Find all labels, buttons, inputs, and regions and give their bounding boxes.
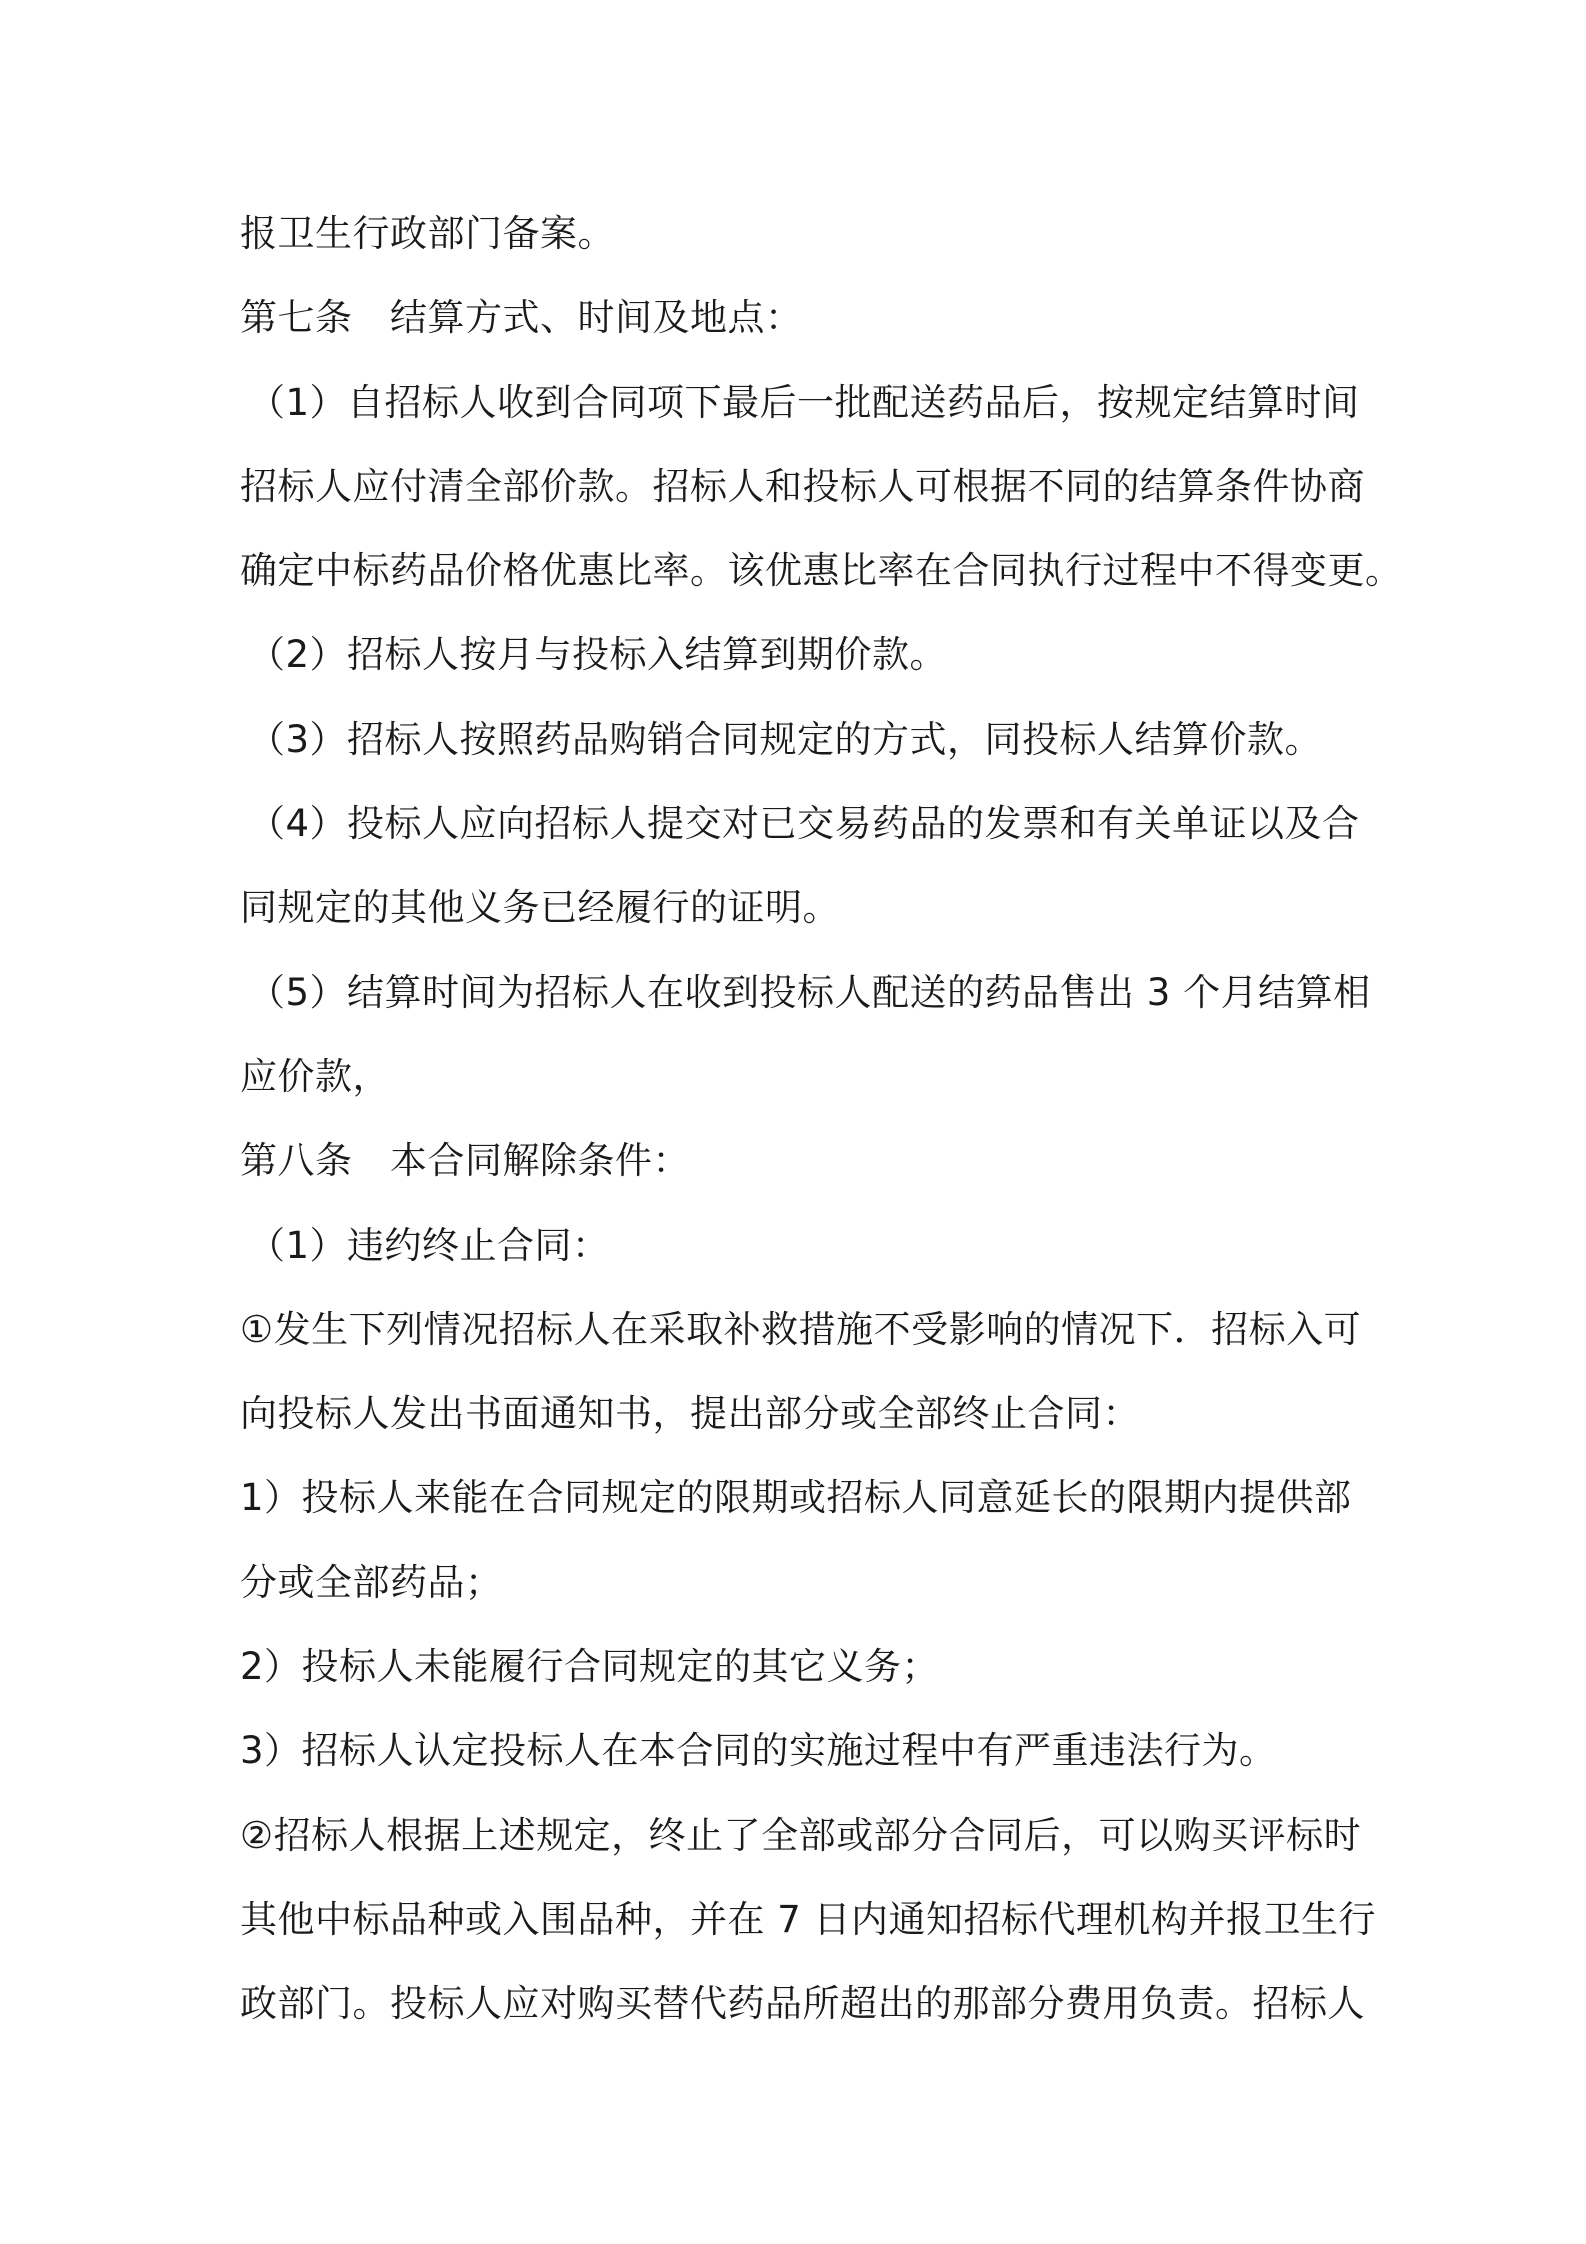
document-body [240, 192, 1403, 2047]
text-line: 招标人应付清全部价款。招标人和投标人可根据不同的结算条件协商 [240, 464, 1365, 508]
text-line: 报卫生行政部门备案。 [240, 212, 615, 255]
text-line: （4）投标人应向招标人提交对已交易药品的发票和有关单证以及合 [248, 802, 1360, 846]
text-line: 同规定的其他义务已经履行的证明。 [240, 886, 840, 930]
text-line: 向投标人发出书面通知书，提出部分或全部终止合同： [240, 1392, 1140, 1436]
text-line: 其他中标品种或入围品种，并在 7 日内通知招标代理机构并报卫生行 [240, 1897, 1377, 1941]
text-line: （2）招标人按月与投标入结算到期价款。 [248, 633, 948, 677]
text-line: 1）投标人来能在合同规定的限期或招标人同意延长的限期内提供部 [240, 1476, 1352, 1520]
text-line: （5）结算时间为招标人在收到投标人配送的药品售出 3 个月结算相 [248, 970, 1371, 1014]
text-line: ②招标人根据上述规定，终止了全部或部分合同后，可以购买评标时 [240, 1813, 1362, 1857]
text-line: （3）招标人按照药品购销合同规定的方式，同投标人结算价款。 [248, 717, 1323, 761]
text-line: （1）违约终止合同： [248, 1223, 610, 1267]
article-heading: 第七条 结算方式、时间及地点： [240, 296, 803, 340]
text-line: ①发生下列情况招标人在采取补救措施不受影响的情况下．招标入可 [240, 1307, 1362, 1351]
text-line: 应价款， [240, 1054, 390, 1098]
text-line: 分或全部药品； [240, 1560, 503, 1604]
text-line: 确定中标药品价格优惠比率。该优惠比率在合同执行过程中不得变更。 [240, 549, 1403, 593]
text-line: 3）招标人认定投标人在本合同的实施过程中有严重违法行为。 [240, 1729, 1277, 1773]
article-heading: 第八条 本合同解除条件： [240, 1139, 690, 1183]
text-line: （1）自招标人收到合同项下最后一批配送药品后，按规定结算时间 [248, 380, 1360, 424]
text-line: 2）投标人未能履行合同规定的其它义务； [240, 1645, 940, 1689]
text-line: 政部门。投标人应对购买替代药品所超出的那部分费用负责。招标人 [240, 1982, 1365, 2026]
